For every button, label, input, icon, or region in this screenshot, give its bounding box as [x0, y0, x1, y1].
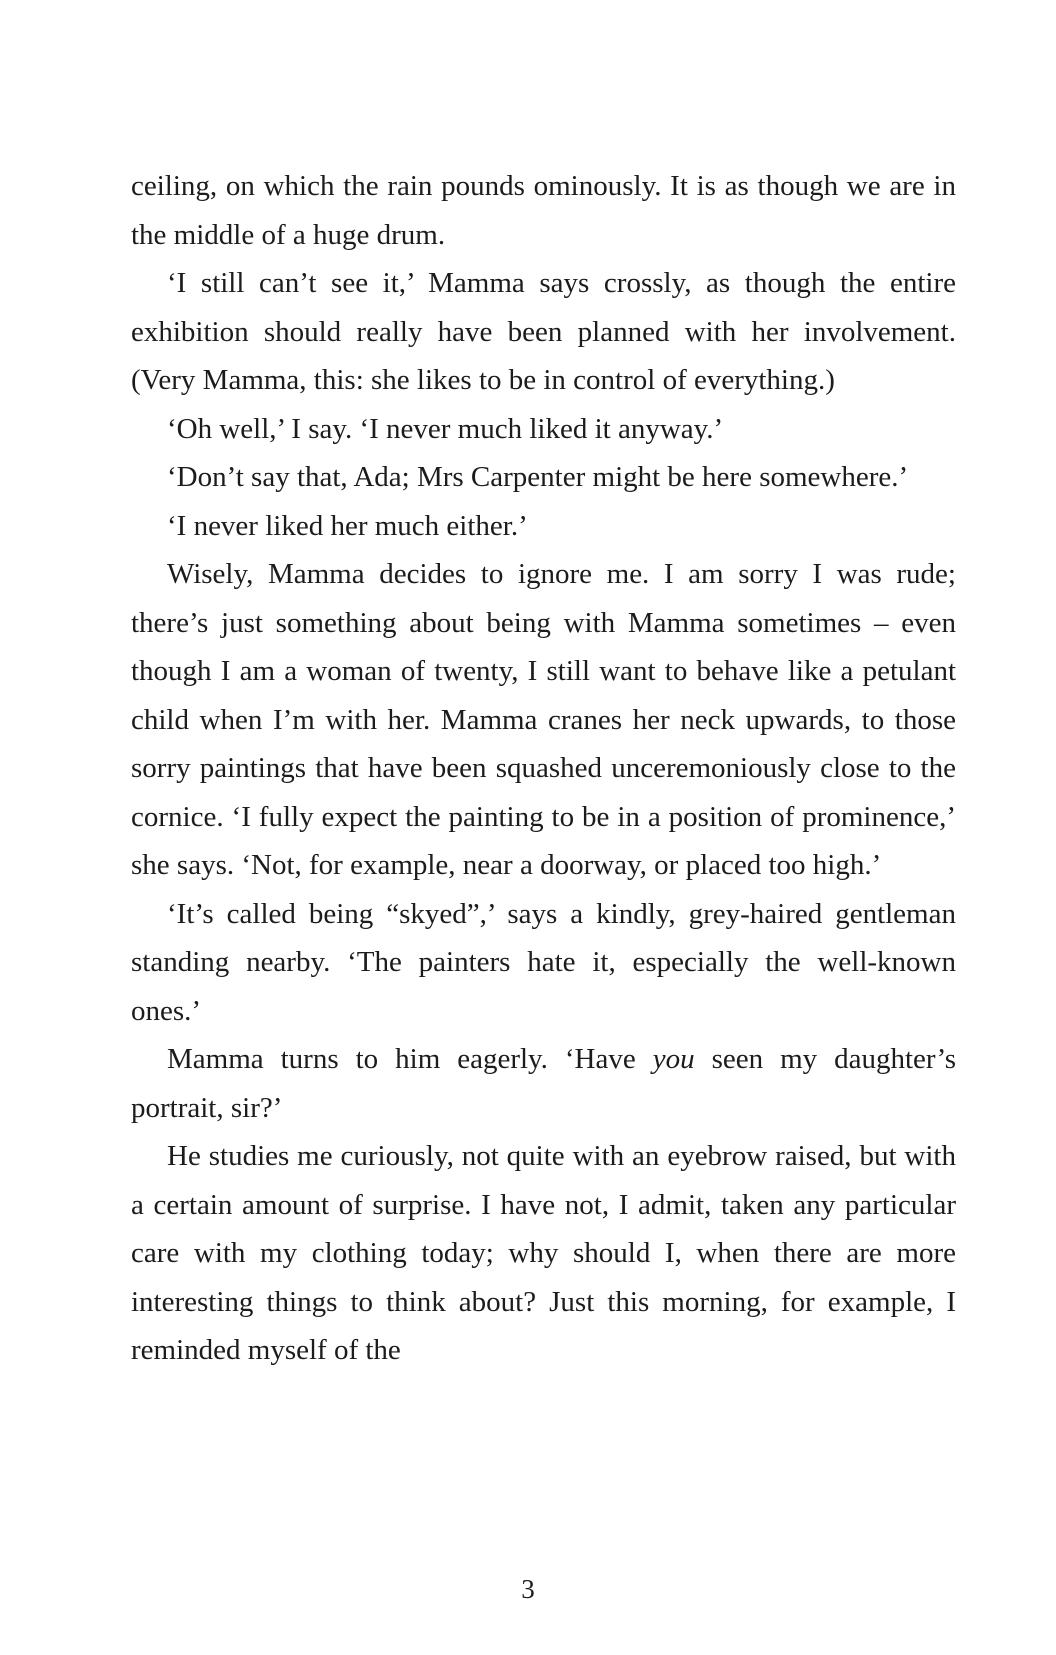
- paragraph-emphasis: you: [652, 1043, 695, 1075]
- paragraph: [131, 1035, 956, 1132]
- body-text: [131, 162, 956, 1375]
- paragraph: ‘Don’t say that, Ada; Mrs Carpenter might be here somewhere.’: [167, 461, 909, 493]
- paragraph-text: Mamma turns to him eagerly. ‘Have: [167, 1043, 653, 1075]
- paragraph: ‘I never liked her much either.’: [167, 509, 528, 542]
- paragraph: He studies me curiously, not quite with an eyebrow raised, but with a certain amount of surprise. I have not, I admit, taken any particular care with my clothing today; why should I, when there are more interesting things to think about? Just this morning, for example, I reminded myself of the: [131, 1140, 956, 1366]
- paragraph: ‘I still can’t see it,’ Mamma says crossly, as though the entire exhibition should really have been planned with her involvement. (Very Mamma, this: she likes to be in control of everything.): [131, 267, 956, 396]
- paragraph-text: seen my daughter’s portrait, sir?’: [131, 1043, 956, 1124]
- paragraph: Wisely, Mamma decides to ignore me. I am sorry I was rude; there’s just something about being with Mamma sometimes – even though I am a woman of twenty, I still want to behave like a petulant child when I’m with her. Mamma cranes her neck upwards, to those sorry paintings that have been squashed unceremoniously close to the cornice. ‘I fully expect the painting to be in a position of prominence,’ she says. ‘Not, for example, near a doorway, or placed too high.’: [131, 558, 956, 881]
- paragraph: ‘It’s called being “skyed”,’ says a kindly, grey-haired gentleman standing nearby. ‘The painters hate it, especially the well-known ones.’: [131, 897, 956, 1027]
- paragraph: ‘Oh well,’ I say. ‘I never much liked it anyway.’: [167, 412, 724, 445]
- page-number: 3: [521, 1574, 535, 1604]
- paragraph: ceiling, on which the rain pounds ominously. It is as though we are in the middle of a huge drum.: [131, 170, 956, 251]
